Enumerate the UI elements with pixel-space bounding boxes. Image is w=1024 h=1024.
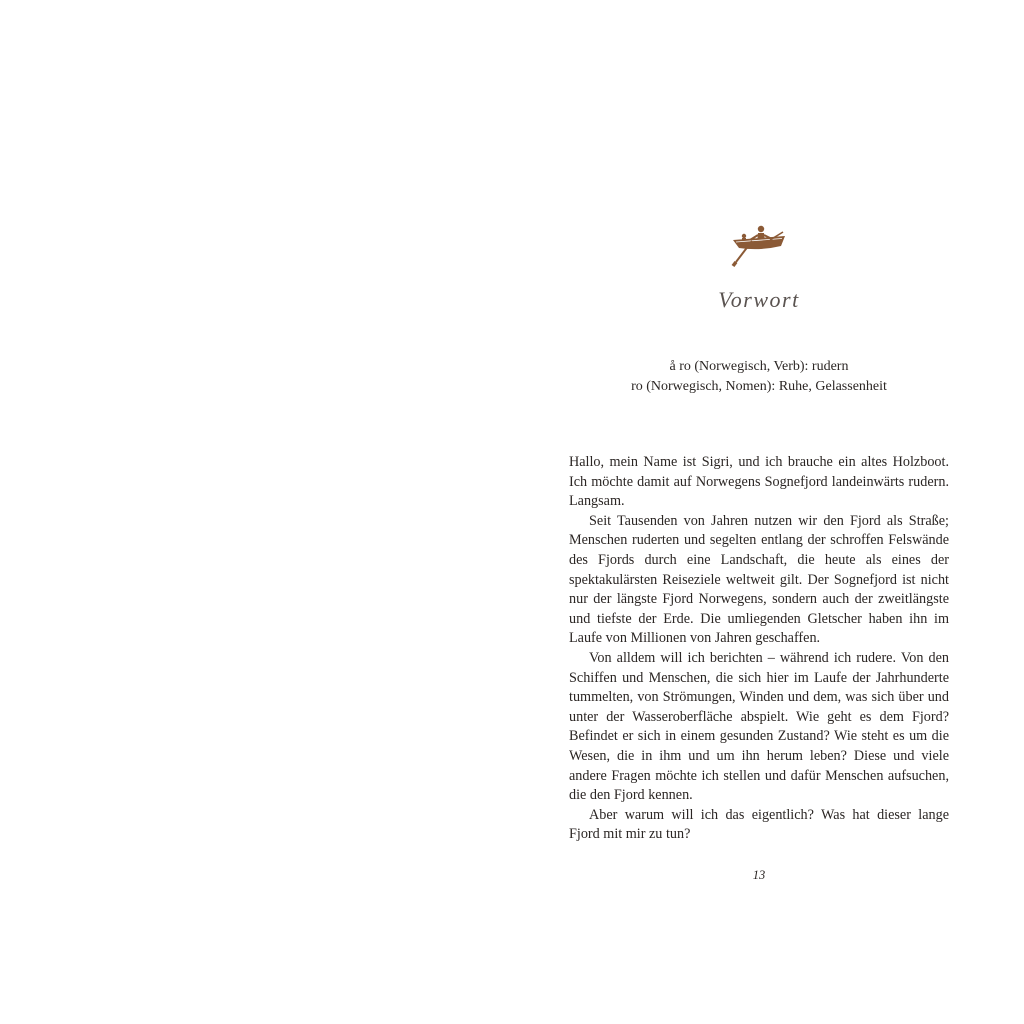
page-number: 13 [752, 868, 766, 882]
body-text [569, 453, 949, 845]
right-page [512, 0, 1024, 1024]
rowboat-icon [730, 222, 788, 268]
paragraph: Aber warum will ich das eigentlich? Was hat dieser lange Fjord mit mir zu tun? [569, 806, 949, 843]
chapter-title: Vorwort [718, 287, 800, 312]
paragraph: Von alldem will ich berichten – während ich rudere. Von den Schiffen und Menschen, die sich hier im Laufe der Jahrhunderte tummelten, von Strömungen, Winden und dem, was sich über und unter der Wasseroberfläche abspielt. Wie geht es dem Fjord? Befindet er sich in einem gesunden Zustand? Wie steht es um die Wesen, die in ihm und um ihn herum leben? Diese und viele andere Fragen möchte ich stellen und dafür Menschen aufsuchen, die den Fjord kennen. [569, 649, 949, 804]
epigraph-line: ro (Norwegisch, Nomen): Ruhe, Gelassenheit [631, 379, 887, 394]
paragraph: Seit Tausenden von Jahren nutzen wir den Fjord als Straße; Menschen ruderten und segelten entlang der schroffen Felswände des Fjords durch eine Landschaft, die heute als eines der spektakulärsten Reiseziele weltweit gilt. Der Sognefjord ist nicht nur der längste Fjord Norwegens, sondern auch der zweitlängste und tiefste der Erde. Die umliegenden Gletscher haben ihn im Laufe von Millionen von Jahren geschaffen. [569, 512, 949, 647]
paragraph: Hallo, mein Name ist Sigri, und ich brauche ein altes Holzboot. Ich möchte damit auf Norwegens Sognefjord landeinwärts rudern. Langsam. [569, 454, 949, 510]
epigraph-line: å ro (Norwegisch, Verb): rudern [669, 359, 849, 374]
epigraph [512, 357, 1006, 397]
